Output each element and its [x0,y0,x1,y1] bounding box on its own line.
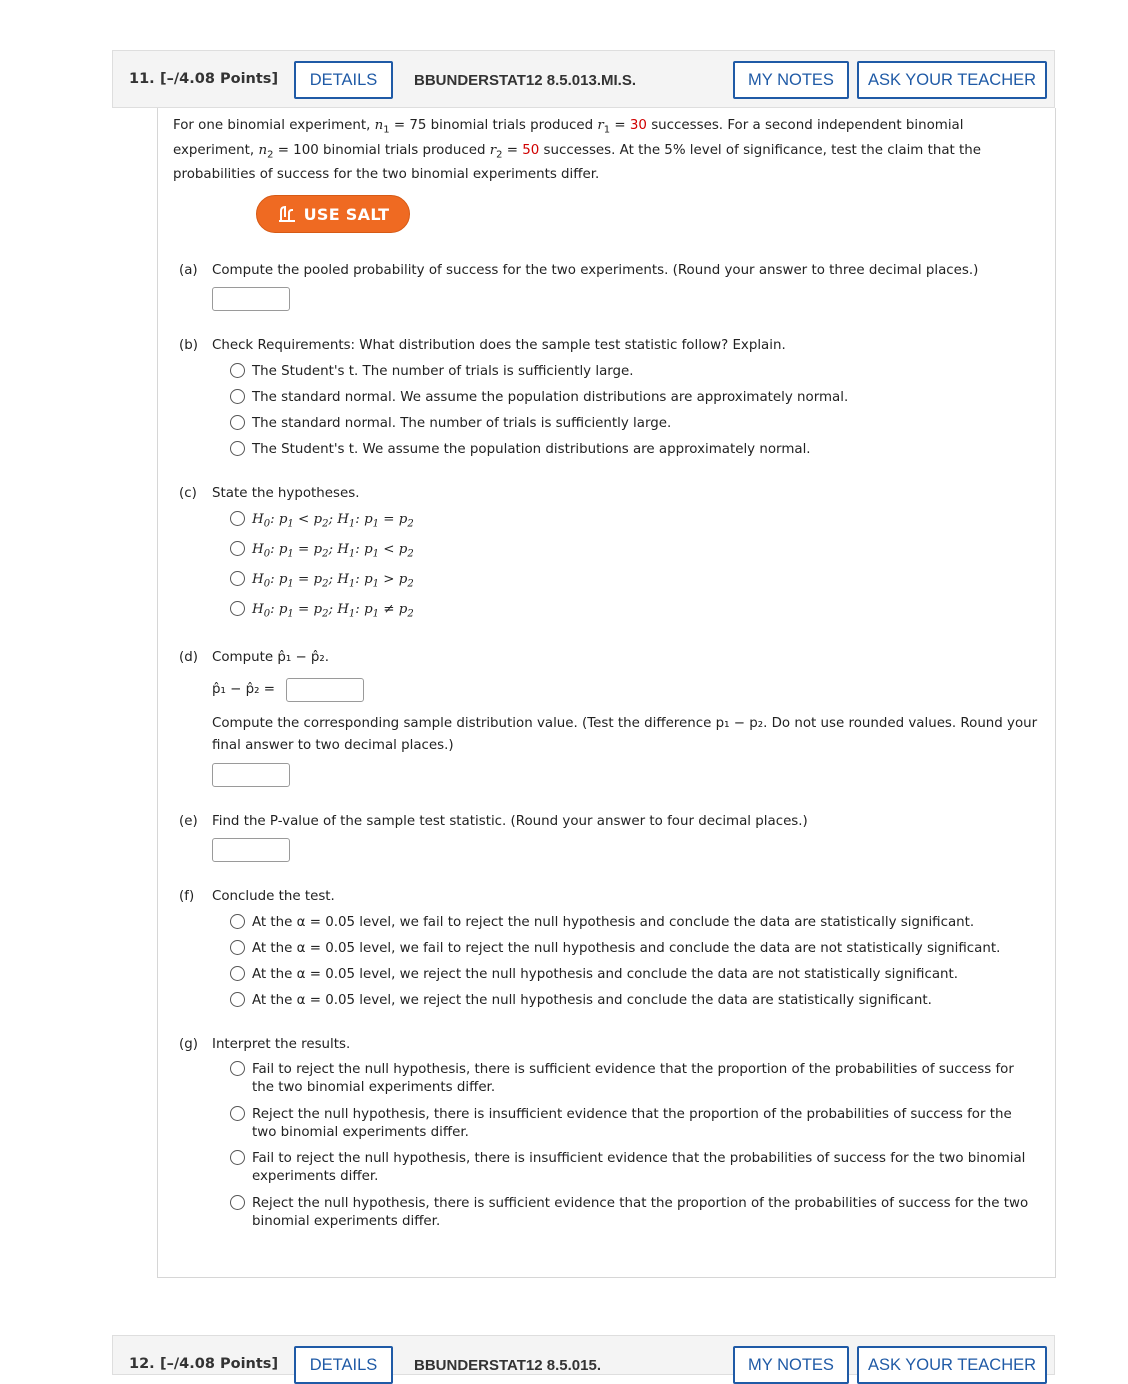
next-my-notes-button[interactable]: MY NOTES [733,1346,849,1384]
part-a-label: (a) [179,263,198,278]
option-b-4[interactable]: The Student's t. We assume the population distributions are approximately normal. [230,441,1040,459]
option-g-2[interactable]: Reject the null hypothesis, there is insufficient evidence that the proportion of the probabilities of success for the two binomial experiments differ. [230,1106,1040,1142]
part-e-text: Find the P-value of the sample test statistic. (Round your answer to four decimal places.) [212,814,808,829]
use-salt-button[interactable] [256,195,410,233]
next-question-header [112,1335,1055,1375]
radio-g-1[interactable] [230,1061,245,1076]
r1-value: 30 [629,118,647,133]
next-ask-your-teacher-button[interactable]: ASK YOUR TEACHER [857,1346,1047,1384]
difference-input[interactable] [286,678,364,702]
radio-c-2[interactable] [230,541,245,556]
radio-g-2[interactable] [230,1106,245,1121]
part-f-label: (f) [179,889,195,904]
radio-f-4[interactable] [230,992,245,1007]
option-f-1[interactable]: At the α = 0.05 level, we fail to reject the null hypothesis and conclude the data are statistically significant. [230,914,1040,932]
radio-c-4[interactable] [230,601,245,616]
part-g-label: (g) [179,1037,198,1052]
use-salt-label: USE SALT [303,204,390,224]
option-b-2[interactable]: The standard normal. We assume the population distributions are approximately normal. [230,389,1040,407]
salt-icon [277,205,297,223]
part-e-label: (e) [179,814,198,829]
p-value-input[interactable] [212,838,290,862]
part-c-label: (c) [179,486,197,501]
option-f-3[interactable]: At the α = 0.05 level, we reject the null hypothesis and conclude the data are not statistically significant. [230,966,1040,984]
radio-c-1[interactable] [230,511,245,526]
radio-b-4[interactable] [230,441,245,456]
part-b-label: (b) [179,338,198,353]
radio-b-1[interactable] [230,363,245,378]
option-g-3[interactable]: Fail to reject the null hypothesis, there is insufficient evidence that the probabilities of success for the two binomial experiments differ. [230,1150,1040,1186]
difference-equation-label: p̂₁ − p̂₂ = [212,682,275,697]
next-question-number: 12. [129,1356,155,1372]
option-f-4[interactable]: At the α = 0.05 level, we reject the null hypothesis and conclude the data are statistically significant. [230,992,1040,1010]
radio-g-4[interactable] [230,1195,245,1210]
question-prompt: For one binomial experiment, $n_1 = 75$ binomial trials produced $r_1 = 30$ successes. For a second independent binomial experiment, $n_2 = 100$ binomial trials produced $r_2 = 50$ successes. At the 5% level of significance, test the claim that the probabilities of success for the two binomial experiments differ. [173,118,982,183]
radio-f-1[interactable] [230,914,245,929]
question-body [157,108,1056,1278]
part-d-label: (d) [179,650,198,665]
radio-c-3[interactable] [230,571,245,586]
radio-b-3[interactable] [230,415,245,430]
r2-value: 50 [522,142,540,158]
radio-f-3[interactable] [230,966,245,981]
details-button[interactable]: DETAILS [294,61,393,99]
option-c-4[interactable]: $H_0$: $p_1 = p_2$; $H_1$: $p_1 \ne p_2$ [230,601,1040,624]
part-b-text: Check Requirements: What distribution does the sample test statistic follow? Explain. [212,338,786,353]
next-question-code: BBUNDERSTAT12 8.5.015. [414,1357,602,1374]
option-f-2[interactable]: At the α = 0.05 level, we fail to reject the null hypothesis and conclude the data are not statistically significant. [230,940,1040,958]
option-c-1[interactable]: $H_0$: $p_1 < p_2$; $H_1$: $p_1 = p_2$ [230,511,1040,534]
option-g-4[interactable]: Reject the null hypothesis, there is sufficient evidence that the proportion of the probabilities of success for the two binomial experiments differ. [230,1195,1040,1231]
next-question-points: [–/4.08 Points] [160,1356,279,1372]
part-d-text: Compute p̂₁ − p̂₂. [212,650,330,665]
option-c-2[interactable]: $H_0$: $p_1 = p_2$; $H_1$: $p_1 < p_2$ [230,541,1040,564]
part-a-text: Compute the pooled probability of success for the two experiments. (Round your answer to three decimal places.) [212,263,979,278]
option-g-1[interactable]: Fail to reject the null hypothesis, there is sufficient evidence that the proportion of the probabilities of success for the two binomial experiments differ. [230,1061,1040,1097]
radio-f-2[interactable] [230,940,245,955]
radio-b-2[interactable] [230,389,245,404]
option-b-3[interactable]: The standard normal. The number of trials is sufficiently large. [230,415,1040,433]
part-f-text: Conclude the test. [212,889,335,904]
my-notes-button[interactable]: MY NOTES [733,61,849,99]
next-details-button[interactable]: DETAILS [294,1346,393,1384]
question-code: BBUNDERSTAT12 8.5.013.MI.S. [414,72,637,89]
question-points: [–/4.08 Points] [160,71,279,87]
ask-your-teacher-button[interactable]: ASK YOUR TEACHER [857,61,1047,99]
pooled-probability-input[interactable] [212,287,290,311]
part-g-text: Interpret the results. [212,1037,351,1052]
sample-distribution-input[interactable] [212,763,290,787]
part-d-text-2: Compute the corresponding sample distribution value. (Test the difference p₁ − p₂. Do not use rounded values. Round your final answer to two decimal places.) [212,716,1038,753]
question-header [112,50,1055,108]
part-c-text: State the hypotheses. [212,486,360,501]
question-number: 11. [129,71,155,87]
option-c-3[interactable]: $H_0$: $p_1 = p_2$; $H_1$: $p_1 > p_2$ [230,571,1040,594]
radio-g-3[interactable] [230,1150,245,1165]
option-b-1[interactable]: The Student's t. The number of trials is sufficiently large. [230,363,1040,381]
